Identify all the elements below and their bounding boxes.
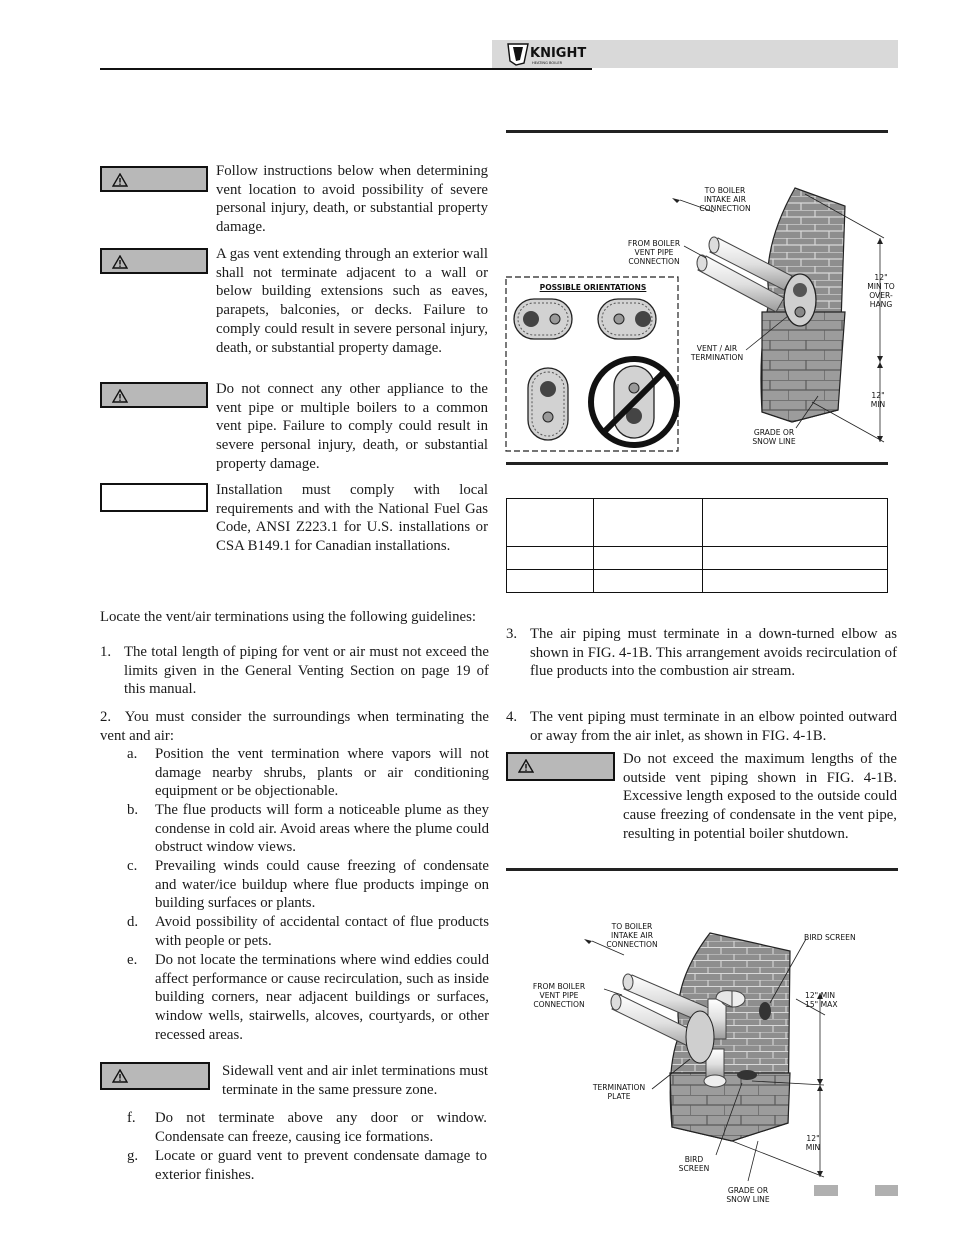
warning-triangle-icon	[112, 173, 128, 187]
footer-tab	[875, 1185, 898, 1196]
sublist-letter: c.	[127, 858, 138, 874]
warning-label-box	[100, 248, 208, 274]
label-termination-plate: TERMINATION PLATE	[592, 1083, 646, 1101]
notice-text: Installation must comply with local requirements and with the National Fuel Gas Code, ANSI Z223.1 for U.S. installations or CSA B149.1 for Canadian installations.	[216, 482, 488, 555]
warning-max-length: Do not exceed the maximum lengths of the outside vent piping shown in FIG. 4-1B. Excessive length exposed to the outside could cause freezing of condensate in the vent pipe, resulting in potential boiler shutdown.	[623, 751, 897, 842]
table-cell	[703, 547, 888, 570]
label-bird-screen: BIRD SCREEN	[804, 933, 856, 942]
svg-text:KNIGHT: KNIGHT	[530, 46, 587, 61]
label-from-boiler-vent: FROM BOILER VENT PIPE CONNECTION	[532, 982, 586, 1009]
header-rule	[100, 68, 592, 70]
warning-label-box	[100, 382, 208, 408]
warning-text-1: Follow instructions below when determining vent location to avoid possibility of severe personal injury, death, or substantial property damage.	[216, 163, 488, 236]
list-item-2	[100, 708, 489, 745]
sublist-letter: g.	[127, 1148, 139, 1164]
warning-triangle-icon	[112, 389, 128, 403]
label-min-overhang: 12" MIN TO OVER- HANG	[867, 273, 895, 309]
list-item-4: The vent piping must terminate in an elbow pointed outward or away from the air inlet, as shown in FIG. 4-1B.	[530, 709, 897, 744]
label-min-12: 12" MIN	[870, 391, 886, 409]
table-cell	[507, 547, 594, 570]
sublist-letter: a.	[127, 746, 138, 762]
svg-text:HEATING BOILER: HEATING BOILER	[532, 61, 563, 65]
label-vent-air-termination: VENT / AIR TERMINATION	[690, 344, 744, 362]
warning-triangle-icon	[112, 255, 128, 269]
notice-label-box	[100, 483, 208, 512]
label-min-12: 12" MIN	[805, 1134, 821, 1152]
label-bird-screen: BIRD SCREEN	[678, 1155, 710, 1173]
label-to-boiler-intake: TO BOILER INTAKE AIR CONNECTION	[606, 922, 658, 949]
list-item-3: The air piping must terminate in a down-turned elbow as shown in FIG. 4-1B. This arrangement avoids recirculation of flue products into the combustion air stream.	[530, 626, 897, 680]
list-item-2-text: You must consider the surroundings when terminating the vent and air:	[100, 709, 489, 744]
table-header-cell	[507, 499, 594, 547]
table-cell	[594, 570, 703, 593]
sublist-letter: e.	[127, 952, 138, 968]
section-rule-mid	[506, 462, 888, 465]
knight-logo	[506, 41, 590, 67]
label-possible-orientations: POSSIBLE ORIENTATIONS	[539, 283, 647, 292]
warning-triangle-icon	[112, 1069, 128, 1083]
label-min-max: 12" MIN 15" MAX	[805, 991, 838, 1009]
warning-text-2: A gas vent extending through an exterior wall shall not terminate adjacent to a wall or below building extensions such as eaves, parapets, balconies, or decks. Failure to comply could result in severe personal injury, death, or substantial property damage.	[216, 246, 488, 356]
list-number: 2.	[100, 709, 112, 725]
table-cell	[507, 570, 594, 593]
sublist-item-a: Position the vent termination where vapors will not damage nearby shrubs, plants or air conditioning equipment or be objectionable.	[155, 746, 489, 800]
footer-tab	[814, 1185, 838, 1196]
warning-text-3: Do not connect any other appliance to the vent pipe or multiple boilers to a common vent pipe. Failure to comply could result in severe personal injury, death, or substantial property damage.	[216, 381, 488, 472]
sublist-letter: b.	[127, 802, 139, 818]
table-cell	[594, 547, 703, 570]
label-grade-snow-line: GRADE OR SNOW LINE	[752, 428, 796, 446]
list-number: 1.	[100, 644, 112, 660]
sublist-item-b: The flue products will form a noticeable plume as they condense in cold air. Avoid areas where the plume could obstruct window views.	[155, 802, 489, 856]
label-to-boiler-intake: TO BOILER INTAKE AIR CONNECTION	[699, 186, 751, 213]
warning-triangle-icon	[518, 759, 534, 773]
guidelines-intro: Locate the vent/air terminations using the following guidelines:	[100, 609, 476, 625]
label-grade-snow-line: GRADE OR SNOW LINE	[726, 1186, 770, 1204]
sublist-item-f: Do not terminate above any door or window. Condensate can freeze, causing ice formations.	[155, 1110, 487, 1145]
table-header-cell	[594, 499, 703, 547]
vent-length-table	[506, 498, 888, 593]
warning-label-box	[506, 752, 615, 781]
list-number: 4.	[506, 709, 518, 725]
sublist-item-e: Do not locate the terminations where wind eddies could affect performance or cause recirculation, such as inside building corners, near adjacent buildings or surfaces, window wells, stairwells, alcoves, courtyards, or other recessed areas.	[155, 952, 489, 1043]
warning-label-box	[100, 1062, 210, 1090]
list-number: 3.	[506, 626, 518, 642]
table-header-cell	[703, 499, 888, 547]
list-item-1: The total length of piping for vent or air must not exceed the limits given in the General Venting Section on page 19 of this manual.	[124, 644, 489, 698]
sublist-item-g: Locate or guard vent to prevent condensate damage to exterior finishes.	[155, 1148, 487, 1183]
sublist-item-d: Avoid possibility of accidental contact of flue products with people or pets.	[155, 914, 489, 949]
warning-label-box	[100, 166, 208, 192]
sublist-letter: d.	[127, 914, 139, 930]
warning-pressure-zone: Sidewall vent and air inlet terminations must terminate in the same pressure zone.	[222, 1063, 488, 1098]
table-cell	[703, 570, 888, 593]
sublist-letter: f.	[127, 1110, 136, 1126]
sublist-item-c: Prevailing winds could cause freezing of condensate and water/ice buildup where flue products impinge on building surfaces or plants.	[155, 858, 489, 912]
section-rule-bottom	[506, 868, 898, 871]
section-rule-top	[506, 130, 888, 133]
label-from-boiler-vent: FROM BOILER VENT PIPE CONNECTION	[627, 239, 681, 266]
